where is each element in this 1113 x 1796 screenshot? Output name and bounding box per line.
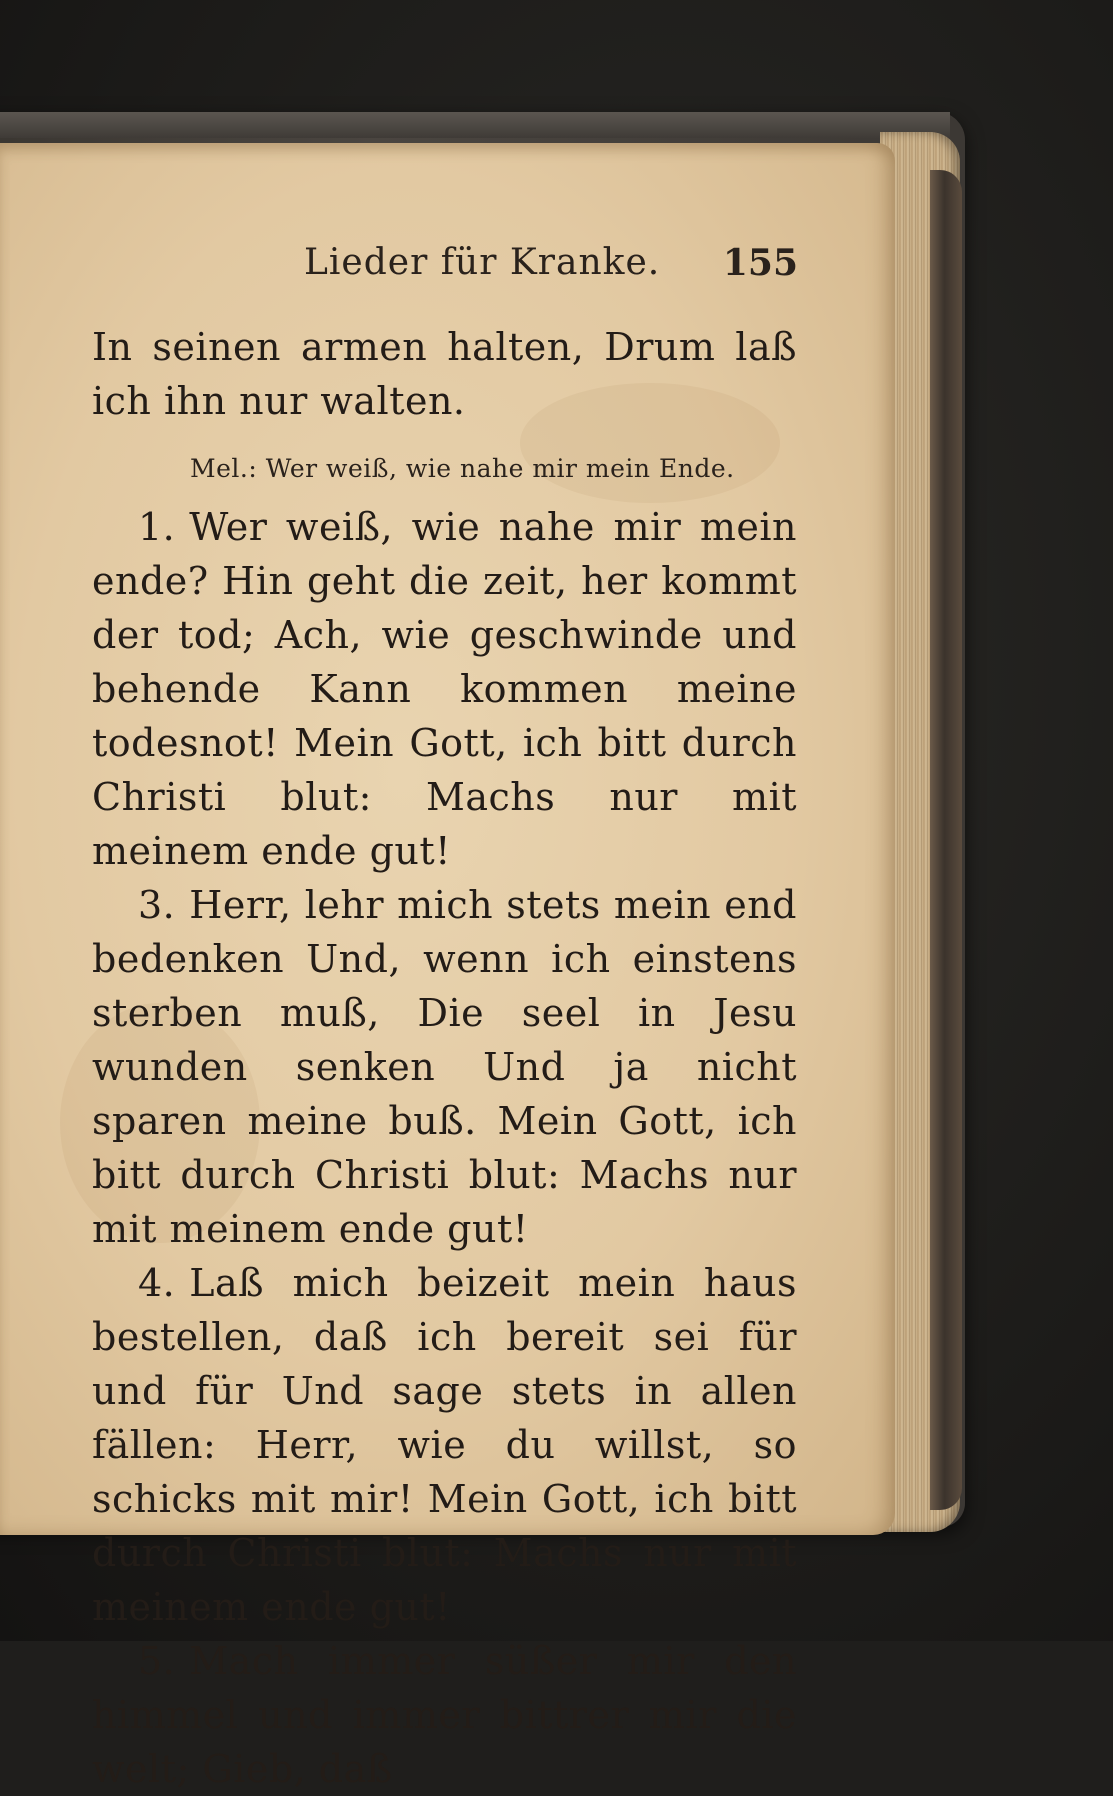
- page-number: 155: [722, 242, 798, 284]
- book-top-edge: [0, 112, 950, 138]
- verse-4: [92, 1256, 797, 1634]
- verse-text: Wer weiß, wie nahe mir mein ende? Hin geht die zeit, her kommt der tod; Ach, wie geschwinde und behende Kann kommen meine todesnot! Mein Gott, ich bitt durch Christi blut: Machs nur mit meinem ende gut!: [92, 505, 797, 873]
- intro-lines: In seinen armen halten, Drum laß ich ihn nur walten.: [92, 325, 797, 423]
- melody-line: Mel.: Wer weiß, wie nahe mir mein Ende.: [190, 454, 735, 483]
- verse-1: [92, 500, 797, 878]
- verse-text: Laß mich beizeit mein haus bestellen, daß ich bereit sei für und für Und sage stets in allen fällen: Herr, wie du willst, so schicks mit mir! Mein Gott, ich bitt durch Christi blut: Machs nur mit meinem ende gut!: [92, 1261, 797, 1629]
- verse-text: Mach immer süßer mir den himmel und immer bittrer mir die welt; Gieb, daß: [92, 1639, 797, 1791]
- verse-5: [92, 1634, 797, 1796]
- book-fore-edge-board: [930, 170, 962, 1510]
- verse-number: 4.: [138, 1261, 176, 1305]
- verses: [92, 500, 797, 1796]
- running-title: Lieder für Kranke.: [304, 242, 661, 283]
- verse-number: 5.: [138, 1639, 176, 1683]
- verse-number: 1.: [138, 505, 176, 549]
- verse-text: Herr, lehr mich stets mein end bedenken Und, wenn ich einstens sterben muß, Die seel in Jesu wunden senken Und ja nicht sparen meine buß. Mein Gott, ich bitt durch Christi blut: Machs nur mit meinem ende gut!: [92, 883, 797, 1251]
- verse-3: [92, 878, 797, 1256]
- running-header: [304, 242, 798, 288]
- verse-number: 3.: [138, 883, 176, 927]
